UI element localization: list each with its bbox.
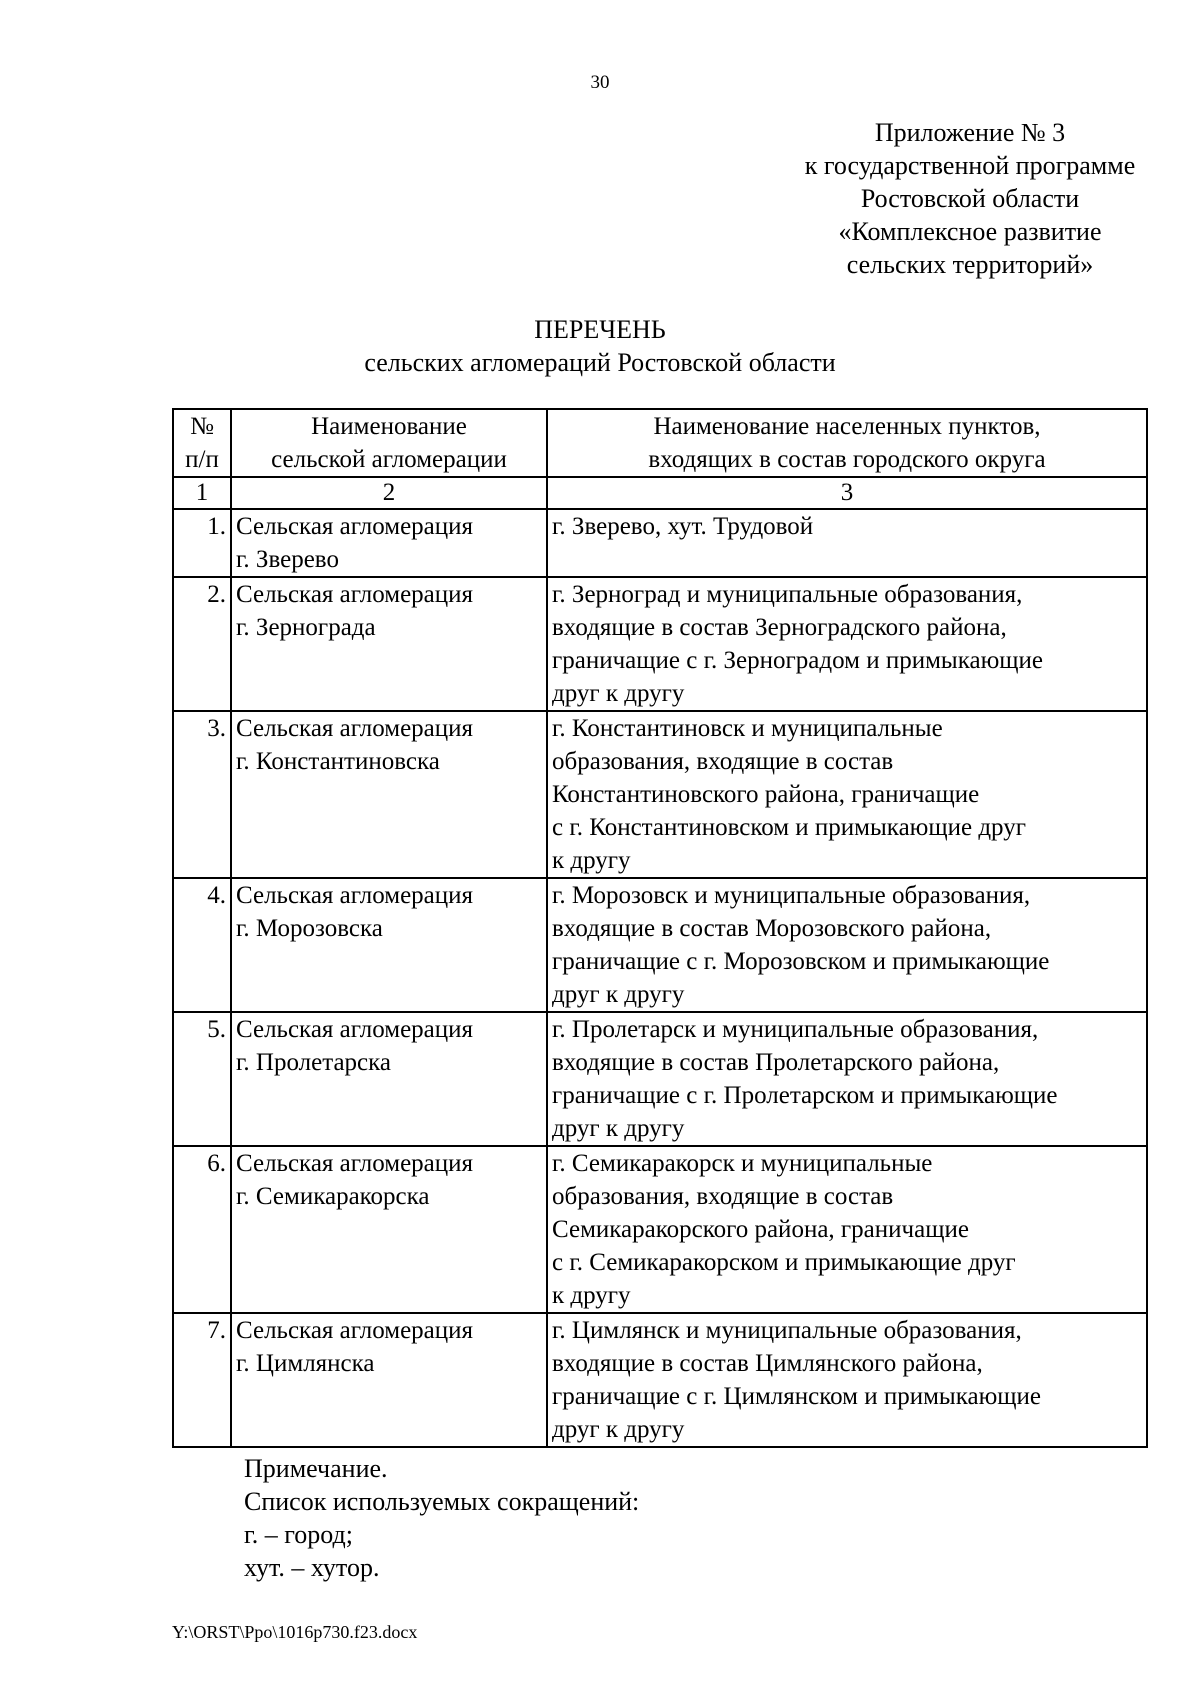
note-line: Список используемых сокращений:: [244, 1487, 640, 1516]
agglomeration-name: Сельская агломерация г. Семикаракорска: [231, 1146, 547, 1313]
row-number: 4.: [173, 878, 231, 1012]
agglomeration-table: [172, 408, 1148, 1448]
table-row: [173, 1012, 1147, 1146]
header-settlements: Наименование населенных пунктов, входящих в состав городского округа: [547, 409, 1147, 477]
settlements-cell: г. Константиновск и муниципальные образования, входящие в состав Константиновского района, граничащие с г. Константиновском и примыкающие друг к другу: [547, 711, 1147, 878]
appendix-line: «Комплексное развитие: [838, 217, 1102, 246]
page-number: 30: [590, 72, 610, 93]
appendix-block: [730, 116, 1200, 281]
row-number: 5.: [173, 1012, 231, 1146]
note-line: г. – город;: [244, 1520, 353, 1549]
header-number: № п/п: [173, 409, 231, 477]
table-row: [173, 1313, 1147, 1447]
table-header-row: [173, 409, 1147, 477]
column-number: 2: [231, 477, 547, 509]
document-title: [0, 313, 1200, 379]
agglomeration-name: Сельская агломерация г. Зверево: [231, 509, 547, 577]
settlements-cell: г. Зерноград и муниципальные образования, входящие в состав Зерноградского района, граничащие с г. Зерноградом и примыкающие друг к другу: [547, 577, 1147, 711]
title-heading: ПЕРЕЧЕНЬ: [534, 315, 666, 344]
settlements-cell: г. Семикаракорск и муниципальные образования, входящие в состав Семикаракорского района, граничащие с г. Семикаракорском и примыкающие друг к другу: [547, 1146, 1147, 1313]
column-number: 1: [173, 477, 231, 509]
table-row: [173, 509, 1147, 577]
table-row: [173, 577, 1147, 711]
row-number: 6.: [173, 1146, 231, 1313]
settlements-cell: г. Пролетарск и муниципальные образования, входящие в состав Пролетарского района, граничащие с г. Пролетарском и примыкающие друг к другу: [547, 1012, 1147, 1146]
agglomeration-name: Сельская агломерация г. Цимлянска: [231, 1313, 547, 1447]
table-row: [173, 711, 1147, 878]
row-number: 7.: [173, 1313, 231, 1447]
table-row: [173, 1146, 1147, 1313]
agglomeration-name: Сельская агломерация г. Морозовска: [231, 878, 547, 1012]
row-number: 3.: [173, 711, 231, 878]
appendix-line: к государственной программе: [804, 151, 1136, 180]
title-subheading: сельских агломераций Ростовской области: [364, 348, 836, 377]
note-line: хут. – хутор.: [244, 1553, 380, 1582]
header-agglomeration-name: Наименование сельской агломерации: [231, 409, 547, 477]
row-number: 1.: [173, 509, 231, 577]
appendix-line: сельских территорий»: [846, 250, 1094, 279]
note-block: [244, 1452, 639, 1584]
table-row: [173, 878, 1147, 1012]
settlements-cell: г. Морозовск и муниципальные образования, входящие в состав Морозовского района, граничащие с г. Морозовском и примыкающие друг к другу: [547, 878, 1147, 1012]
column-number-row: [173, 477, 1147, 509]
settlements-cell: г. Цимлянск и муниципальные образования, входящие в состав Цимлянского района, граничащие с г. Цимлянском и примыкающие друг к другу: [547, 1313, 1147, 1447]
appendix-line: Приложение № 3: [874, 118, 1066, 147]
note-title: Примечание.: [244, 1454, 388, 1483]
agglomeration-name: Сельская агломерация г. Пролетарска: [231, 1012, 547, 1146]
footer-file-path: Y:\ORST\Ppo\1016p730.f23.docx: [172, 1622, 418, 1642]
agglomeration-name: Сельская агломерация г. Зернограда: [231, 577, 547, 711]
settlements-cell: г. Зверево, хут. Трудовой: [547, 509, 1147, 577]
column-number: 3: [547, 477, 1147, 509]
agglomeration-name: Сельская агломерация г. Константиновска: [231, 711, 547, 878]
appendix-line: Ростовской области: [860, 184, 1080, 213]
row-number: 2.: [173, 577, 231, 711]
